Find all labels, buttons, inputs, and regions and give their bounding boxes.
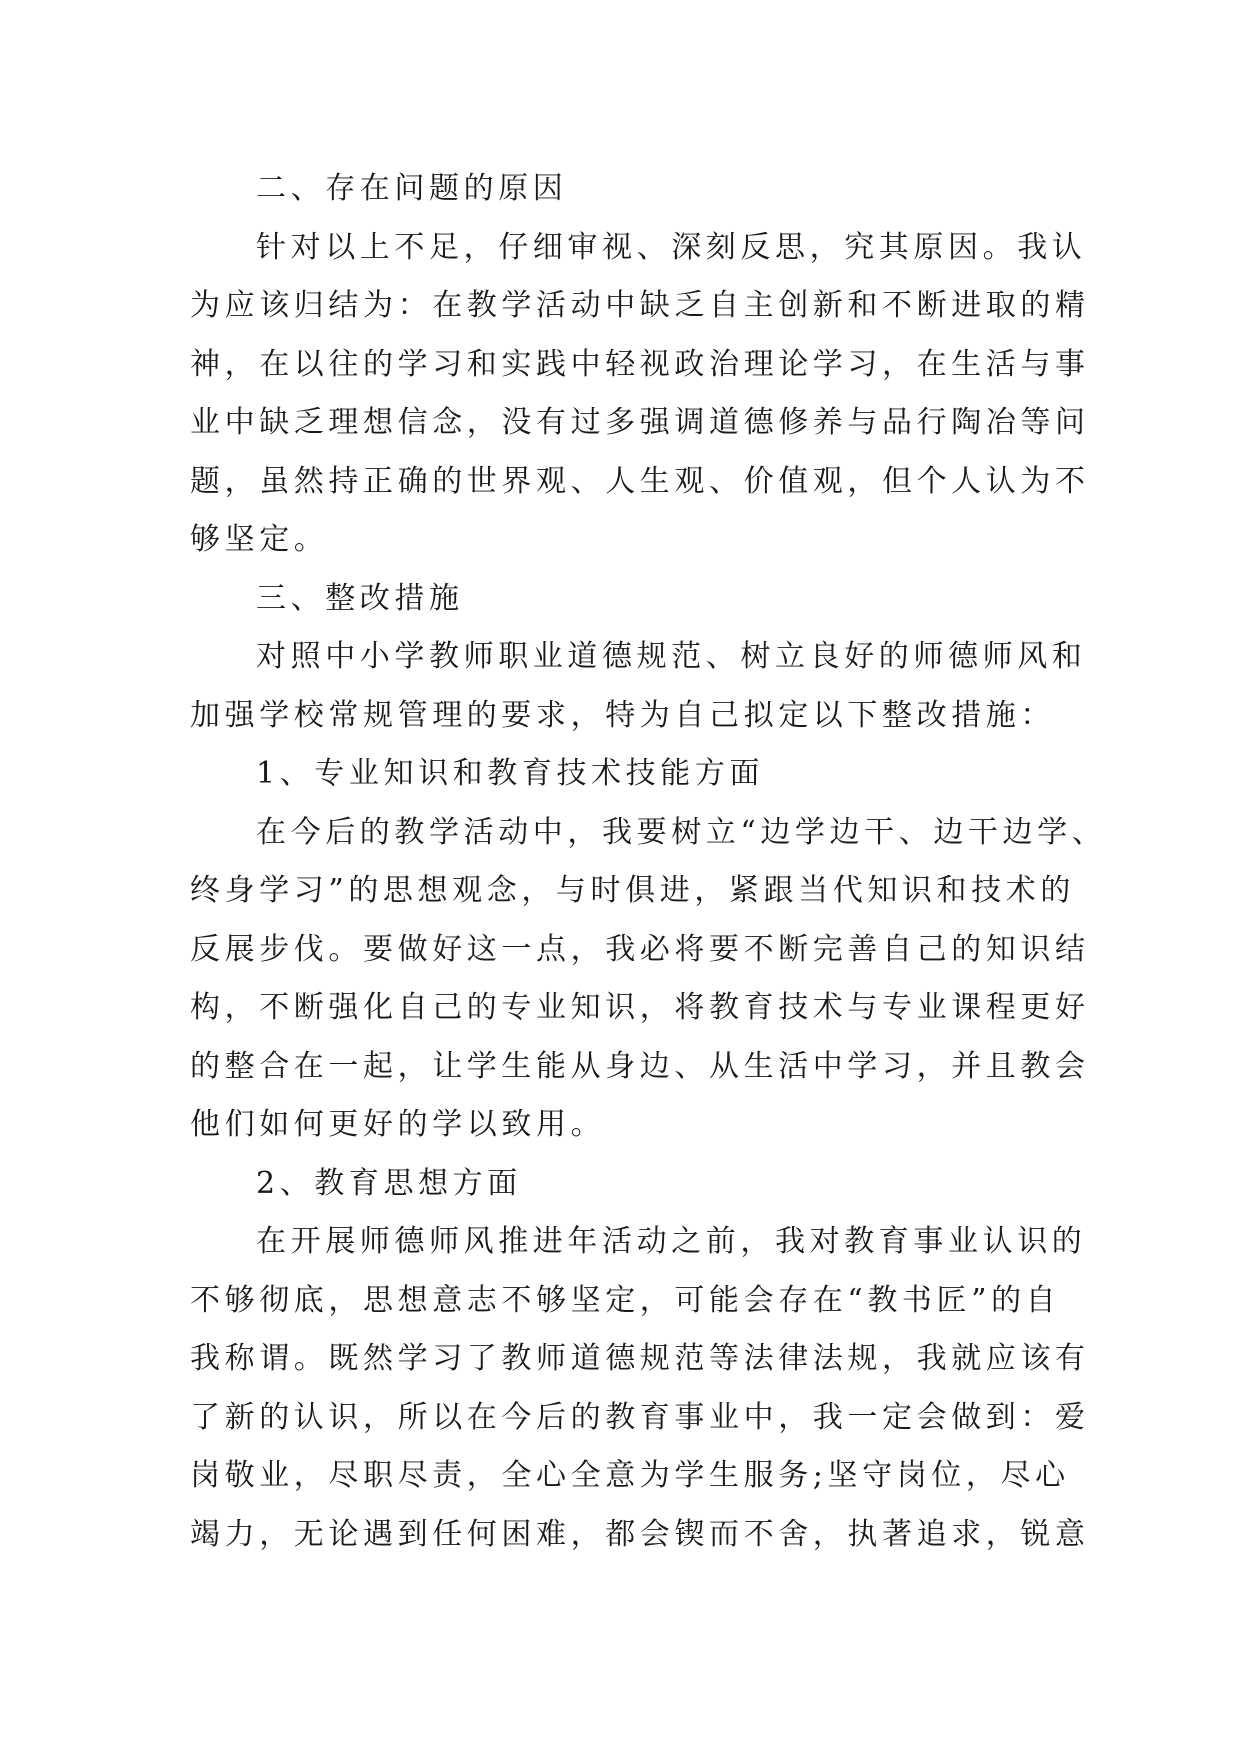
paragraph-line: 够坚定。 (190, 522, 329, 557)
paragraph-line: 岗敬业，尽职尽责，全心全意为学生服务;坚守岗位，尽心 (190, 1458, 1070, 1493)
subsection-heading: 1、专业知识和教育技术技能方面 (256, 756, 765, 791)
paragraph-line: 题，虽然持正确的世界观、人生观、价值观，但个人认为不 (190, 463, 1090, 499)
paragraph-line: 在开展师德师风推进年活动之前，我对教育事业认识的 (256, 1224, 1087, 1259)
subsection-heading: 2、教育思想方面 (256, 1165, 522, 1201)
paragraph-line: 为应该归结为：在教学活动中缺乏自主创新和不断进取的精 (190, 288, 1090, 323)
document-body (190, 160, 1107, 1564)
paragraph-line: 业中缺乏理想信念，没有过多强调道德修养与品行陶冶等问 (190, 405, 1090, 440)
section-heading: 二、存在问题的原因 (256, 171, 568, 206)
paragraph-line: 在今后的教学活动中，我要树立“边学边干、边干边学、 (256, 814, 1107, 850)
section-heading: 三、整改措施 (256, 580, 464, 616)
paragraph-line: 不够彻底，思想意志不够坚定，可能会存在“教书匠”的自 (190, 1282, 1061, 1318)
paragraph-line: 针对以上不足，仔细审视、深刻反思，究其原因。我认 (256, 229, 1087, 265)
paragraph-line: 了新的认识，所以在今后的教育事业中，我一定会做到：爱 (190, 1399, 1090, 1435)
paragraph-line: 他们如何更好的学以致用。 (190, 1107, 606, 1142)
paragraph-line: 我称谓。既然学习了教师道德规范等法律法规，我就应该有 (190, 1341, 1090, 1376)
paragraph-line: 竭力，无论遇到任何困难，都会锲而不舍，执著追求，锐意 (190, 1516, 1090, 1552)
paragraph-line: 终身学习”的思想观念，与时俱进，紧跟当代知识和技术的 (190, 873, 1075, 908)
paragraph-line: 加强学校常规管理的要求，特为自己拟定以下整改措施： (190, 697, 1055, 733)
paragraph-line: 对照中小学教师职业道德规范、树立良好的师德师风和 (256, 639, 1087, 674)
paragraph-line: 构，不断强化自己的专业知识，将教育技术与专业课程更好 (190, 990, 1090, 1025)
paragraph-line: 的整合在一起，让学生能从身边、从生活中学习，并且教会 (190, 1048, 1090, 1084)
paragraph-line: 神，在以往的学习和实践中轻视政治理论学习，在生活与事 (190, 346, 1090, 382)
paragraph-line: 反展步伐。要做好这一点，我必将要不断完善自己的知识结 (190, 931, 1090, 967)
